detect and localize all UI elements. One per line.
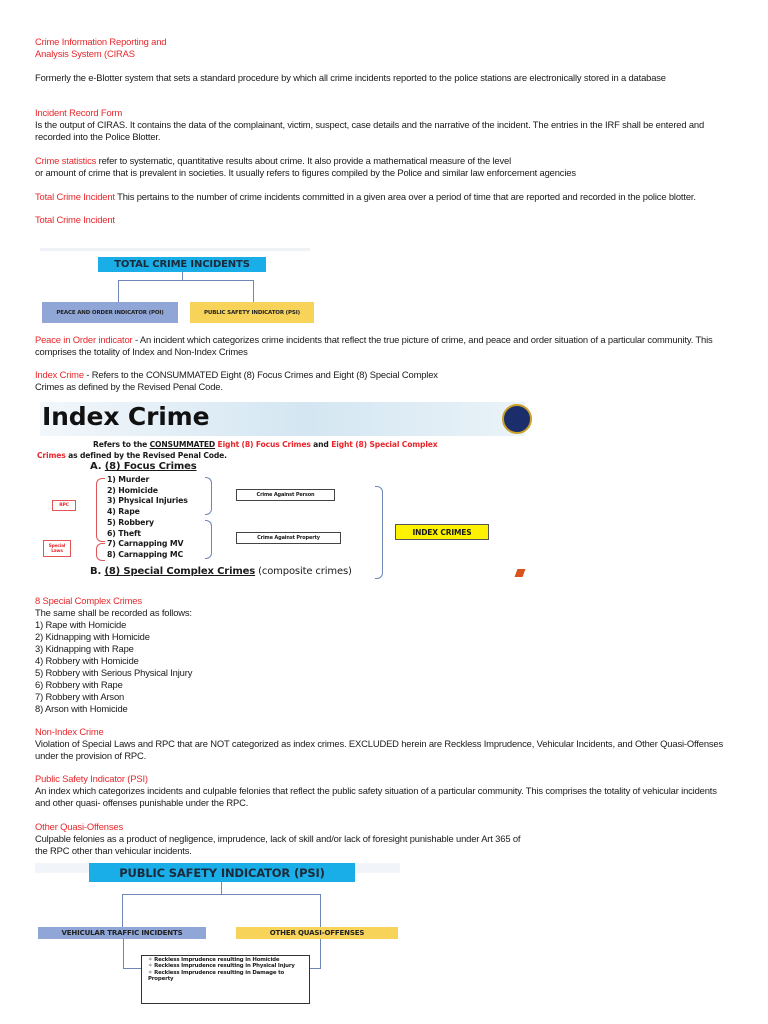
irf-section (35, 107, 725, 143)
special-complex-item: 7) Robbery with Arson (35, 691, 125, 702)
sub-focus: Eight (8) Focus Crimes (215, 440, 311, 449)
reckless-item: ✧ Reckless Imprudence resulting in Homicide (148, 957, 280, 963)
special-complex-item: 3) Kidnapping with Rape (35, 643, 134, 654)
reckless-item: ✧ Reckless Imprudence resulting in Damage to Property (148, 969, 285, 983)
special-complex-item: 1) Rape with Homicide (35, 619, 127, 630)
crime-statistics-term: Crime statistics (35, 155, 97, 166)
psi-title: Public Safety Indicator (PSI) (35, 773, 148, 784)
diagram-title-box: TOTAL CRIME INCIDENTS (98, 257, 266, 272)
special-laws-label: Special Laws (43, 540, 71, 557)
reckless-item-text: Reckless Imprudence resulting in Damage to Property (148, 969, 285, 983)
ciras-section (35, 36, 725, 84)
special-complex-item: 4) Robbery with Homicide (35, 655, 139, 666)
index-crime-line2: Crimes as defined by the Revised Penal Code. (35, 381, 223, 392)
section-b-label: (8) Special Complex Crimes (104, 566, 256, 577)
sub-special: Eight (8) Special Complex (331, 440, 438, 449)
crime-against-property-box: Crime Against Property (236, 532, 341, 544)
focus-crime: 1) Murder (107, 475, 150, 484)
logo-mark-icon (515, 569, 526, 577)
irf-body: Is the output of CIRAS. It contains the data of the complainant, victim, suspect, case details and the narrative of the incident. The entries in the IRF shall be entered and recorded into the Police Blotter. (35, 119, 705, 142)
psi-body: An index which categorizes incidents and culpable felonies that reflect the public safety situation of a particular community. This comprises the totality of vehicular incidents and other quasi- offenses punishable under the RPC. (35, 785, 717, 808)
crime-statistics-section (35, 155, 725, 179)
total-crime-term: Total Crime Incident (35, 191, 115, 202)
sub-and: and (310, 440, 332, 449)
vehicular-traffic-box: VEHICULAR TRAFFIC INCIDENTS (38, 927, 206, 939)
section-a-label: (8) Focus Crimes (104, 461, 197, 472)
reckless-item-text: Reckless Imprudence resulting in Physical Injury (154, 963, 295, 970)
total-crime-body: This pertains to the number of crime incidents committed in a given area over a period of time that are reported and recorded in the police blotter. (114, 191, 696, 202)
index-crime-line1: - Refers to the CONSUMMATED Eight (8) Focus Crimes and Eight (8) Special Complex (83, 369, 438, 380)
crime-statistics-line1: refer to systematic, quantitative results about crime. It also provide a mathematical measure of the level (96, 155, 512, 166)
non-index-section (35, 726, 725, 762)
quasi-section (35, 821, 725, 857)
psi-diagram (30, 860, 410, 1010)
total-crime-section (35, 191, 725, 226)
rpc-label: RPC (52, 500, 76, 511)
index-crimes-box: INDEX CRIMES (395, 524, 489, 540)
peace-order-body: - An incident which categorizes crime incidents that reflect the true picture of crime, and peace and order situation of a particular community. This comprises the totality of Index and Non-Index Crimes (35, 334, 713, 357)
peace-order-term: Peace in Order indicator (35, 334, 133, 345)
quasi-line1: Culpable felonies as a product of negligence, imprudence, lack of skill and/or lack of foresight punishable under Art 365 of (35, 833, 521, 844)
quasi-title: Other Quasi-Offenses (35, 821, 124, 832)
psi-title-box: PUBLIC SAFETY INDICATOR (PSI) (89, 863, 355, 882)
non-index-body: Violation of Special Laws and RPC that are NOT categorized as index crimes. EXCLUDED herein are Reckless Imprudence, Vehicular Incidents, and Other Quasi-Offenses under the provision of RPC. (35, 738, 724, 761)
non-index-title: Non-Index Crime (35, 726, 104, 737)
index-crime-term: Index Crime (35, 369, 84, 380)
poi-box: PEACE AND ORDER INDICATOR (POI) (42, 302, 178, 323)
section-b-heading (90, 566, 352, 577)
total-crime-heading: Total Crime Incident (35, 214, 115, 225)
quasi-line2: the RPC other than vehicular incidents. (35, 845, 192, 856)
irf-title: Incident Record Form (35, 107, 123, 118)
psi-section (35, 773, 725, 809)
sub-crimes: Crimes (37, 451, 66, 460)
focus-crime: 8) Carnapping MC (107, 549, 184, 559)
focus-crime: 6) Theft (107, 528, 141, 538)
focus-crime: 3) Physical Injuries (107, 496, 188, 506)
total-crime-diagram (35, 245, 315, 330)
ciras-title-line1: Crime Information Reporting and (35, 36, 167, 47)
ciras-body: Formerly the e-Blotter system that sets a standard procedure by which all crime incidents reported to the police stations are electronically stored in a database (35, 72, 666, 83)
reckless-item: ✧ Reckless Imprudence resulting in Physical Injury (148, 963, 295, 970)
focus-crime: 2) Homicide (107, 485, 158, 495)
section-b-prefix: B. (90, 566, 105, 577)
ciras-title-line2: Analysis System (CIRAS (35, 48, 135, 59)
special-complex-title: 8 Special Complex Crimes (35, 595, 142, 606)
sub-text: Refers to the (93, 440, 150, 449)
focus-crime: 7) Carnapping MV (107, 539, 184, 549)
index-crime-diagram (37, 402, 525, 582)
special-complex-item: 5) Robbery with Serious Physical Injury (35, 667, 193, 678)
other-quasi-box: OTHER QUASI-OFFENSES (236, 927, 398, 939)
reckless-item-text: Reckless Imprudence resulting in Homicide (154, 957, 280, 963)
peace-order-section (35, 334, 725, 358)
section-a-prefix: A. (90, 461, 105, 472)
focus-crime: 5) Robbery (107, 517, 154, 527)
sub-consummated: CONSUMMATED (149, 440, 216, 449)
special-complex-item: 2) Kidnapping with Homicide (35, 631, 150, 642)
psi-box: PUBLIC SAFETY INDICATOR (PSI) (190, 302, 314, 323)
special-complex-item: 6) Robbery with Rape (35, 679, 123, 690)
focus-crime: 4) Rape (107, 507, 140, 517)
index-crime-section (35, 369, 725, 393)
special-complex-item: 8) Arson with Homicide (35, 703, 128, 714)
special-complex-intro: The same shall be recorded as follows: (35, 607, 192, 618)
section-b-suffix: (composite crimes) (255, 566, 352, 577)
focus-crimes-list (107, 475, 188, 561)
reckless-imprudence-box (141, 955, 310, 1004)
pnp-seal-icon (502, 404, 532, 434)
section-a-heading (90, 461, 197, 472)
crime-statistics-line2: or amount of crime that is prevalent in societies. It usually refers to figures compiled by the Police and similar law enforcement agencies (35, 167, 576, 178)
index-crime-banner-title: Index Crime (42, 402, 210, 431)
special-complex-section (35, 595, 725, 715)
sub-defined: as defined by the Revised Penal Code. (65, 451, 227, 460)
crime-against-person-box: Crime Against Person (236, 489, 335, 501)
